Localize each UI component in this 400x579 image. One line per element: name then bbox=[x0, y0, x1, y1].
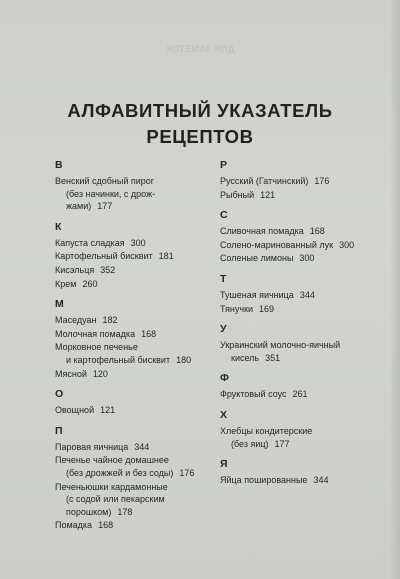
index-entry-line bbox=[220, 438, 385, 451]
index-entry bbox=[55, 314, 220, 327]
index-entry bbox=[55, 264, 220, 277]
index-letter-group bbox=[55, 159, 220, 213]
index-entry bbox=[55, 404, 220, 417]
index-letter: Р bbox=[220, 159, 228, 171]
index-entry-page: 178 bbox=[117, 506, 133, 517]
index-entry-line bbox=[55, 481, 220, 494]
index-entry-line bbox=[220, 239, 385, 252]
index-entry-page: 300 bbox=[130, 237, 146, 248]
index-entry-line bbox=[55, 454, 220, 467]
index-entry-line bbox=[220, 352, 385, 365]
index-entry-page: 168 bbox=[309, 226, 325, 237]
bleed-through-text: ДЛЯ ЗАМЕТОК bbox=[165, 44, 235, 54]
index-entry-line bbox=[55, 328, 220, 341]
index-entry bbox=[220, 388, 385, 401]
index-entry-line bbox=[55, 506, 220, 519]
index-entry bbox=[220, 303, 385, 316]
index-letter-group bbox=[55, 221, 220, 290]
index-letter-group bbox=[55, 425, 220, 532]
index-letter: Т bbox=[220, 272, 227, 285]
index-entry-line bbox=[220, 225, 385, 238]
index-entry-text: Рыбный bbox=[220, 189, 255, 200]
index-entry-text: Фруктовый соус bbox=[220, 389, 287, 400]
index-letter: О bbox=[55, 388, 64, 401]
index-letter-group bbox=[220, 273, 385, 315]
index-entry-text: Паровая яичница bbox=[55, 441, 129, 452]
index-letter: У bbox=[220, 323, 227, 336]
index-entry-line bbox=[55, 237, 220, 250]
index-entry-line bbox=[220, 189, 385, 202]
index-entry-text: и картофельный бисквит bbox=[66, 354, 171, 365]
index-entry bbox=[55, 278, 220, 291]
index-entry-text: Хлебцы кондитерские bbox=[220, 425, 313, 436]
index-entry-text: Крем bbox=[55, 278, 77, 289]
index-entry-text: Украинский молочно-яичный bbox=[220, 340, 341, 351]
index-entry bbox=[55, 441, 220, 454]
index-letter-group bbox=[220, 159, 385, 201]
index-entry-text: Тушеная яичница bbox=[220, 289, 294, 300]
index-entry-text: Тянучки bbox=[220, 303, 253, 314]
index-entry-page: 177 bbox=[274, 438, 290, 449]
index-entry bbox=[55, 481, 220, 519]
index-entry-page: 121 bbox=[100, 405, 116, 416]
index-entry bbox=[220, 175, 385, 188]
index-entry-text: Яйца пошированные bbox=[220, 475, 308, 486]
index-entry-line bbox=[55, 467, 220, 480]
index-entry-text: Маседуан bbox=[55, 315, 97, 326]
index-entry-text: жами) bbox=[66, 201, 92, 212]
page-title-line-2: РЕЦЕПТОВ bbox=[146, 126, 254, 147]
index-entry-line bbox=[55, 441, 220, 454]
index-entry-line bbox=[55, 278, 220, 291]
index-entry-text: Картофельный бисквит bbox=[55, 251, 153, 262]
index-letter-group bbox=[220, 209, 385, 265]
index-entry bbox=[220, 252, 385, 265]
index-entry-text: (без дрожжей и без соды) bbox=[66, 467, 174, 478]
index-entry-page: 176 bbox=[314, 176, 330, 186]
index-entry bbox=[220, 474, 385, 487]
index-entry-line bbox=[55, 493, 220, 506]
index-entry-text: Мясной bbox=[55, 368, 87, 379]
index-entry bbox=[220, 239, 385, 252]
index-entry bbox=[55, 250, 220, 263]
index-entry bbox=[55, 328, 220, 341]
index-entry-text: Молочная помадка bbox=[55, 328, 136, 339]
index-entry-line bbox=[220, 252, 385, 265]
index-entry-text: Морковное печенье bbox=[55, 342, 138, 353]
index-entry bbox=[55, 341, 220, 366]
index-entry-text: Печеньюшки кардамонные bbox=[55, 481, 168, 492]
index-letter-group bbox=[220, 372, 385, 401]
index-entry bbox=[220, 425, 385, 450]
index-entry-line bbox=[220, 175, 385, 188]
index-entry-page: 168 bbox=[98, 520, 114, 531]
index-letter: Я bbox=[220, 458, 228, 471]
index-entry-page: 169 bbox=[259, 303, 275, 314]
index-entry-text: Капуста сладкая bbox=[55, 237, 125, 248]
index-entry bbox=[55, 237, 220, 250]
index-entry-text: порошком) bbox=[66, 506, 112, 517]
index-letter: С bbox=[220, 209, 228, 222]
index-letter: П bbox=[55, 424, 63, 437]
index-entry-line bbox=[55, 519, 220, 532]
index-entry-page: 344 bbox=[134, 441, 150, 452]
index-entry-text: кисель bbox=[231, 352, 260, 363]
index-entry bbox=[220, 225, 385, 238]
index-entry-text: Овощной bbox=[55, 405, 95, 416]
index-entry-line bbox=[220, 425, 385, 438]
index-entry-line bbox=[220, 474, 385, 487]
index-entry-line bbox=[220, 388, 385, 401]
page-title bbox=[0, 98, 400, 150]
index-entry bbox=[55, 519, 220, 532]
index-entry-page: 180 bbox=[176, 354, 192, 365]
index-entry-line bbox=[220, 303, 385, 316]
index-entry-page: 351 bbox=[265, 352, 281, 363]
page-title-line-1: АЛФАВИТНЫЙ УКАЗАТЕЛЬ bbox=[67, 100, 333, 121]
index-entry-page: 260 bbox=[82, 278, 98, 289]
index-letter-group bbox=[55, 298, 220, 380]
index-column-right bbox=[220, 159, 385, 495]
index-entry-page: 168 bbox=[141, 328, 157, 339]
index-letter-group bbox=[55, 388, 220, 417]
index-entry-page: 121 bbox=[260, 189, 276, 200]
index-letter: Х bbox=[220, 408, 228, 421]
index-entry bbox=[55, 368, 220, 381]
index-entry-text: Печенье чайное домашнее bbox=[55, 455, 169, 466]
index-entry-page: 182 bbox=[102, 315, 118, 326]
index-entry-page: 300 bbox=[299, 253, 315, 264]
index-entry-text: (без начинки, с дрож- bbox=[66, 188, 156, 199]
index-entry-line bbox=[55, 264, 220, 277]
index-entry-page: 176 bbox=[179, 467, 195, 478]
index-entry bbox=[220, 189, 385, 202]
index-entry-text: Венский сдобный пирог bbox=[55, 176, 155, 186]
index-entry-page: 344 bbox=[313, 475, 329, 486]
index-entry-line bbox=[55, 368, 220, 381]
index-entry bbox=[55, 454, 220, 479]
index-entry bbox=[220, 339, 385, 364]
index-entry bbox=[55, 175, 220, 213]
index-letter-group bbox=[220, 409, 385, 450]
index-entry-line bbox=[55, 314, 220, 327]
index-entry-line bbox=[220, 339, 385, 352]
index-entry bbox=[220, 289, 385, 302]
index-letter: М bbox=[55, 298, 64, 311]
index-entry-page: 300 bbox=[339, 239, 355, 250]
index-entry-line bbox=[220, 289, 385, 302]
index-letter: К bbox=[55, 220, 62, 233]
index-entry-page: 344 bbox=[299, 289, 315, 300]
index-entry-line bbox=[55, 175, 220, 188]
index-entry-text: Сливочная помадка bbox=[220, 226, 304, 237]
index-entry-text: Солено-маринованный лук bbox=[220, 239, 334, 250]
index-entry-text: Соленые лимоны bbox=[220, 253, 294, 264]
index-entry-line bbox=[55, 341, 220, 354]
index-entry-line bbox=[55, 188, 220, 201]
index-entry-page: 177 bbox=[97, 201, 113, 212]
index-entry-page: 120 bbox=[92, 368, 108, 379]
index-entry-line bbox=[55, 354, 220, 367]
index-entry-text: Кисэльця bbox=[55, 264, 95, 275]
index-entry-page: 352 bbox=[100, 264, 116, 275]
index-entry-page: 181 bbox=[158, 251, 174, 262]
index-letter-group bbox=[220, 458, 385, 487]
index-entry-text: (с содой или пекарским bbox=[66, 494, 165, 505]
index-column-left bbox=[55, 159, 220, 540]
index-letter: В bbox=[55, 159, 63, 171]
index-entry-text: Русский (Гатчинский) bbox=[220, 176, 309, 186]
index-letter: Ф bbox=[220, 372, 229, 385]
index-entry-line bbox=[55, 250, 220, 263]
index-entry-text: Помадка bbox=[55, 520, 93, 531]
index-entry-page: 261 bbox=[292, 389, 308, 400]
index-letter-group bbox=[220, 323, 385, 364]
index-entry-line bbox=[55, 200, 220, 213]
index-entry-line bbox=[55, 404, 220, 417]
index-entry-text: (без яиц) bbox=[231, 438, 269, 449]
